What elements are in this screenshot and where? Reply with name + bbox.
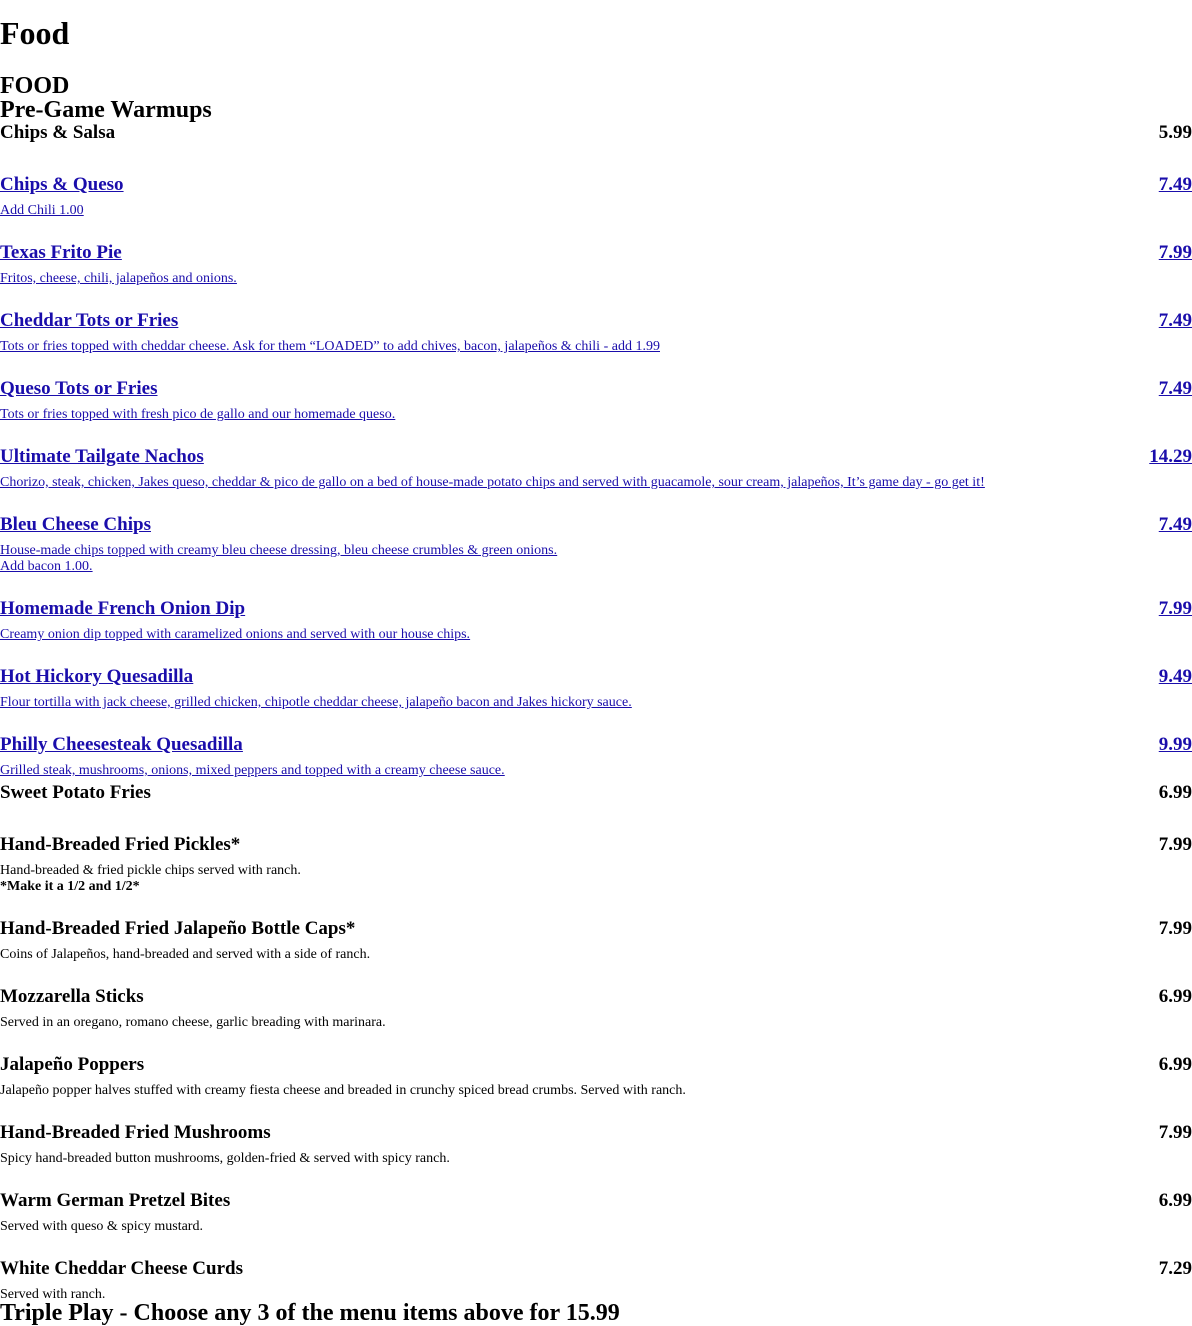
menu-item-description[interactable]: Fritos, cheese, chili, jalapeños and onions. bbox=[0, 271, 237, 286]
menu-item[interactable] bbox=[0, 514, 1192, 575]
menu-item-description: Jalapeño popper halves stuffed with creamy fiesta cheese and breaded in crunchy spiced bread crumbs. Served with ranch. bbox=[0, 1083, 686, 1098]
menu-item-name[interactable]: Homemade French Onion Dip bbox=[0, 598, 246, 619]
menu-item bbox=[0, 918, 1192, 963]
triple-play-note: Triple Play - Choose any 3 of the menu items above for 15.99 bbox=[0, 1300, 620, 1326]
menu-item-name[interactable]: Ultimate Tailgate Nachos bbox=[0, 446, 204, 467]
menu-item-name[interactable]: Chips & Queso bbox=[0, 174, 124, 195]
menu-item-price: 7.99 bbox=[1158, 918, 1192, 939]
menu-item-description: Served in an oregano, romano cheese, garlic breading with marinara. bbox=[0, 1015, 386, 1030]
section-title: FOOD bbox=[0, 73, 70, 99]
menu-item-note: *Make it a 1/2 and 1/2* bbox=[0, 879, 140, 894]
menu-item-name: Hand-Breaded Fried Mushrooms bbox=[0, 1122, 271, 1143]
menu-item-name[interactable]: Queso Tots or Fries bbox=[0, 378, 158, 399]
menu-item-price: 7.99 bbox=[1158, 834, 1192, 855]
menu-item-note[interactable]: Add bacon 1.00. bbox=[0, 559, 93, 574]
menu-item[interactable] bbox=[0, 666, 1192, 711]
menu-item-price[interactable]: 7.49 bbox=[1158, 378, 1192, 399]
menu-item-description[interactable]: Add Chili 1.00 bbox=[0, 203, 84, 218]
menu-item-description[interactable]: Tots or fries topped with cheddar cheese. Ask for them “LOADED” to add chives, bacon, jalapeños & chili - add 1.99 bbox=[0, 339, 660, 354]
menu-item-name: Hand-Breaded Fried Jalapeño Bottle Caps* bbox=[0, 918, 356, 939]
menu-item-description: Spicy hand-breaded button mushrooms, golden-fried & served with spicy ranch. bbox=[0, 1151, 450, 1166]
menu-item-description[interactable]: Grilled steak, mushrooms, onions, mixed peppers and topped with a creamy cheese sauce. bbox=[0, 763, 505, 778]
menu-item[interactable] bbox=[0, 378, 1192, 423]
menu-item-description: Served with queso & spicy mustard. bbox=[0, 1219, 203, 1234]
menu-item[interactable] bbox=[0, 174, 1192, 219]
menu-item-name: Chips & Salsa bbox=[0, 122, 116, 143]
menu-item-name: Sweet Potato Fries bbox=[0, 782, 151, 803]
menu-item bbox=[0, 1054, 1192, 1099]
subsection-title: Pre-Game Warmups bbox=[0, 97, 212, 123]
menu-item[interactable] bbox=[0, 310, 1192, 355]
menu-item-name: Warm German Pretzel Bites bbox=[0, 1190, 231, 1211]
menu-item bbox=[0, 122, 1192, 144]
menu-item bbox=[0, 782, 1192, 804]
menu-item-price[interactable]: 14.29 bbox=[1149, 446, 1192, 467]
menu-item-name[interactable]: Cheddar Tots or Fries bbox=[0, 310, 179, 331]
menu-item-price[interactable]: 9.99 bbox=[1158, 734, 1192, 755]
menu-item bbox=[0, 1190, 1192, 1235]
menu-item bbox=[0, 1258, 1192, 1303]
menu-item-name: White Cheddar Cheese Curds bbox=[0, 1258, 243, 1279]
menu-item-price[interactable]: 7.49 bbox=[1158, 310, 1192, 331]
menu-item-price: 5.99 bbox=[1158, 122, 1192, 143]
menu-item-name: Jalapeño Poppers bbox=[0, 1054, 145, 1075]
menu-item-name: Mozzarella Sticks bbox=[0, 986, 144, 1007]
menu-item-price[interactable]: 7.99 bbox=[1158, 242, 1192, 263]
menu-item[interactable] bbox=[0, 242, 1192, 287]
menu-item-description[interactable]: Tots or fries topped with fresh pico de gallo and our homemade queso. bbox=[0, 407, 396, 422]
menu-item-price: 7.99 bbox=[1158, 1122, 1192, 1143]
menu-item-description: Served with ranch. bbox=[0, 1287, 106, 1302]
menu-item-price[interactable]: 7.99 bbox=[1158, 598, 1192, 619]
menu-item[interactable] bbox=[0, 598, 1192, 643]
menu-item-description: Hand-breaded & fried pickle chips served with ranch. bbox=[0, 863, 301, 878]
menu-item bbox=[0, 834, 1192, 895]
menu-item bbox=[0, 1122, 1192, 1167]
menu-item-price: 6.99 bbox=[1158, 1054, 1192, 1075]
menu-item-name: Hand-Breaded Fried Pickles* bbox=[0, 834, 241, 855]
menu-item-name[interactable]: Philly Cheesesteak Quesadilla bbox=[0, 734, 243, 755]
menu-item-price[interactable]: 7.49 bbox=[1158, 174, 1192, 195]
menu-item-price: 7.29 bbox=[1158, 1258, 1192, 1279]
menu-item-description[interactable]: House-made chips topped with creamy bleu cheese dressing, bleu cheese crumbles & green onions. bbox=[0, 543, 558, 558]
menu-item-description[interactable]: Creamy onion dip topped with caramelized onions and served with our house chips. bbox=[0, 627, 471, 642]
menu-item-name[interactable]: Texas Frito Pie bbox=[0, 242, 122, 263]
menu-item-description[interactable]: Flour tortilla with jack cheese, grilled chicken, chipotle cheddar cheese, jalapeño bacon and Jakes hickory sauce. bbox=[0, 695, 632, 710]
menu-item-price[interactable]: 9.49 bbox=[1158, 666, 1192, 687]
menu-item-description[interactable]: Chorizo, steak, chicken, Jakes queso, cheddar & pico de gallo on a bed of house-made potato chips and served with guacamole, sour cream, jalapeños, It’s game day - go get it! bbox=[0, 475, 985, 490]
menu-item-description: Coins of Jalapeños, hand-breaded and served with a side of ranch. bbox=[0, 947, 371, 962]
menu-item-price: 6.99 bbox=[1158, 986, 1192, 1007]
page-title: Food bbox=[0, 15, 70, 51]
menu-item-price: 6.99 bbox=[1158, 782, 1192, 803]
menu-item-name[interactable]: Hot Hickory Quesadilla bbox=[0, 666, 194, 687]
menu-item[interactable] bbox=[0, 446, 1192, 491]
menu-item-name[interactable]: Bleu Cheese Chips bbox=[0, 514, 151, 535]
menu-item-price[interactable]: 7.49 bbox=[1158, 514, 1192, 535]
menu-item bbox=[0, 986, 1192, 1031]
menu-item[interactable] bbox=[0, 734, 1192, 779]
menu-item-price: 6.99 bbox=[1158, 1190, 1192, 1211]
